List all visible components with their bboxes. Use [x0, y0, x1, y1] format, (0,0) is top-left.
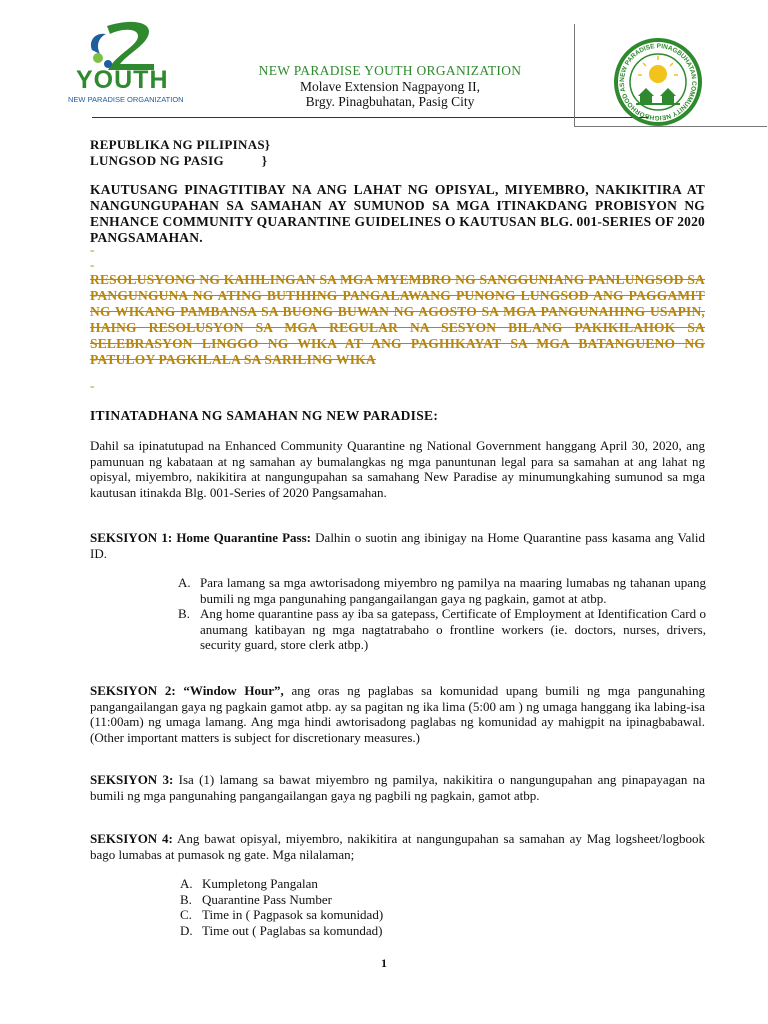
revision-dash-2: -	[90, 257, 95, 272]
section-1-body: Dalhin o suotin ang ibinigay na Home Quarantine pass kasama ang Valid ID.	[90, 530, 705, 561]
list-marker: A.	[178, 575, 191, 590]
section-1-list	[178, 575, 706, 653]
list-item	[178, 575, 706, 606]
section-4-list	[180, 876, 580, 938]
intro-paragraph: Dahil sa ipinatutupad na Enhanced Community Quarantine ng National Government hanggang April 30, 2020, ang pamunuan ng kabataan at ng samahan ay bumalangkas ng mga panuntunan legal para sa samahan at ang lahat ng opisyal, miyembro, nakikitira at nangungupahan sa samahang New Paradise ay minumungkahing sumunod sa mga kautusan itinakda Blg. 001-Series of 2020 Pangsamahan.	[90, 438, 705, 500]
logo-youth-text: YOUTH	[76, 66, 169, 94]
list-item	[180, 892, 580, 908]
section-4-heading: SEKSIYON 4:	[90, 831, 173, 846]
list-marker: B.	[180, 891, 192, 907]
section-3-body: Isa (1) lamang sa bawat miyembro ng pamilya, nakikitira o nangungupahan ang pinapayagan na bumili ng mga pangunahing pangangailangan gaya ng pagbili ng pagkain, gamot atbp.	[90, 772, 705, 803]
ordinance-title: KAUTUSANG PINAGTITIBAY NA ANG LAHAT NG OPISYAL, MIYEMBRO, NAKIKITIRA AT NANGUNGUPAHAN SA SAMAHAN AY SUMUNOD SA MGA ITINAKDANG PROBISYON NG ENHANCE COMMUNITY QUARANTINE GUIDELINES O KAUTUSAN BLG. 001-SERIES OF 2020 PANGSAMAHAN.	[90, 182, 705, 245]
revision-dash-3: -	[90, 378, 95, 393]
republic-line: REPUBLIKA NG PILIPINAS}	[90, 137, 271, 152]
list-marker: C.	[180, 907, 192, 922]
jurisdiction	[90, 137, 705, 168]
section-2	[90, 683, 705, 745]
list-item	[178, 606, 706, 653]
seal-ring-text: NEW PARADISE PINAGBUHATAN COMMUNITY NEIGHBORHOOD AS	[618, 42, 698, 122]
section-2-body: ang oras ng paglabas sa komunidad upang bumili ng mga pangunahing pangangailangan gaya ng pagkain gamot atbp. ay sa pagitan ng ika lima (5:00 am ) ng umaga hanggang ika labing-isa (11:00am) ng umaga lamang. Ang mga hindi awtorisadong paglabas ng komunidad ay mahigpit na ipinagbabawal. (Other important matters is subject for discretionary measures.)	[90, 683, 706, 745]
association-seal	[610, 34, 706, 130]
revision-dash-1: -	[90, 242, 95, 257]
list-text: Quarantine Pass Number	[202, 891, 332, 907]
list-text: Kumpletong Pangalan	[202, 876, 318, 891]
section-4-body: Ang bawat opisyal, miyembro, nakikitira at nangungupahan sa samahan ay Mag logsheet/logbook bago lumabas at pumasok ng gate. Mga nilalaman;	[90, 831, 705, 862]
section-1	[90, 530, 705, 561]
section-1-heading: SEKSIYON 1: Home Quarantine Pass:	[90, 530, 312, 545]
list-marker: D.	[180, 922, 193, 938]
deleted-resolution: RESOLUSYONG NG KAHILINGAN SA MGA MYEMBRO NG SANGGUNIANG PANLUNGSOD SA PANGUNGUNA NG ATING BUTIHING PANGALAWANG PUNONG LUNGSOD ANG PAGGAMIT NG WIKANG PAMBANSA SA BUONG BUWAN NG AGOSTO SA MGA PANGUNAHING USAPIN, HAING RESOLUSYON SA MGA REGULAR NA SESYON BILANG PAKIKILAHOK SA SELEBRASYON LINGGO NG WIKA AT ANG PAGHIKAYAT SA MGA BATANGUENO NG PATULOY PAGKILALA SA SARILING WIKA	[90, 272, 705, 367]
list-item	[180, 923, 580, 939]
address-line-1: Molave Extension Nagpayong II,	[300, 79, 480, 94]
address-line-2: Brgy. Pinagbuhatan, Pasig City	[305, 94, 475, 109]
list-text: Time in ( Pagpasok sa komunidad)	[202, 907, 384, 922]
list-marker: A.	[180, 876, 193, 891]
city-brace: }	[261, 152, 268, 168]
ordained-heading: ITINATADHANA NG SAMAHAN NG NEW PARADISE:	[90, 408, 439, 423]
header-divider	[92, 117, 648, 118]
youth-logo	[62, 18, 182, 106]
list-text: Para lamang sa mga awtorisadong miyembro ng pamilya na maaring lumabas ng tahanan upang bumili ng mga pangunahing pangangailangan gaya ng pagkain, gamot at atbp.	[200, 575, 706, 606]
city-line	[90, 153, 705, 169]
section-3	[90, 772, 705, 803]
section-3-heading: SEKSIYON 3:	[90, 772, 174, 787]
city-name: LUNGSOD NG PASIG	[90, 152, 224, 168]
logo-subtext: NEW PARADISE ORGANIZATION	[68, 95, 184, 104]
seal-icon	[610, 34, 706, 130]
organization-name: NEW PARADISE YOUTH ORGANIZATION	[258, 63, 522, 78]
list-text: Time out ( Paglabas sa komundad)	[202, 922, 383, 938]
list-marker: B.	[178, 606, 190, 621]
list-text: Ang home quarantine pass ay iba sa gatepass, Certificate of Employment at Identification Card o anumang katibayan ng mga nagtatrabaho o frontline workers (ie. doctors, nurses, drivers, security guard, store clerk atbp.)	[200, 606, 706, 652]
list-item	[180, 876, 580, 892]
section-4	[90, 831, 705, 862]
page-number: 1	[381, 956, 387, 970]
letterhead	[190, 62, 590, 109]
section-2-heading: SEKSIYON 2: “Window Hour”,	[90, 683, 284, 698]
list-item	[180, 907, 580, 923]
